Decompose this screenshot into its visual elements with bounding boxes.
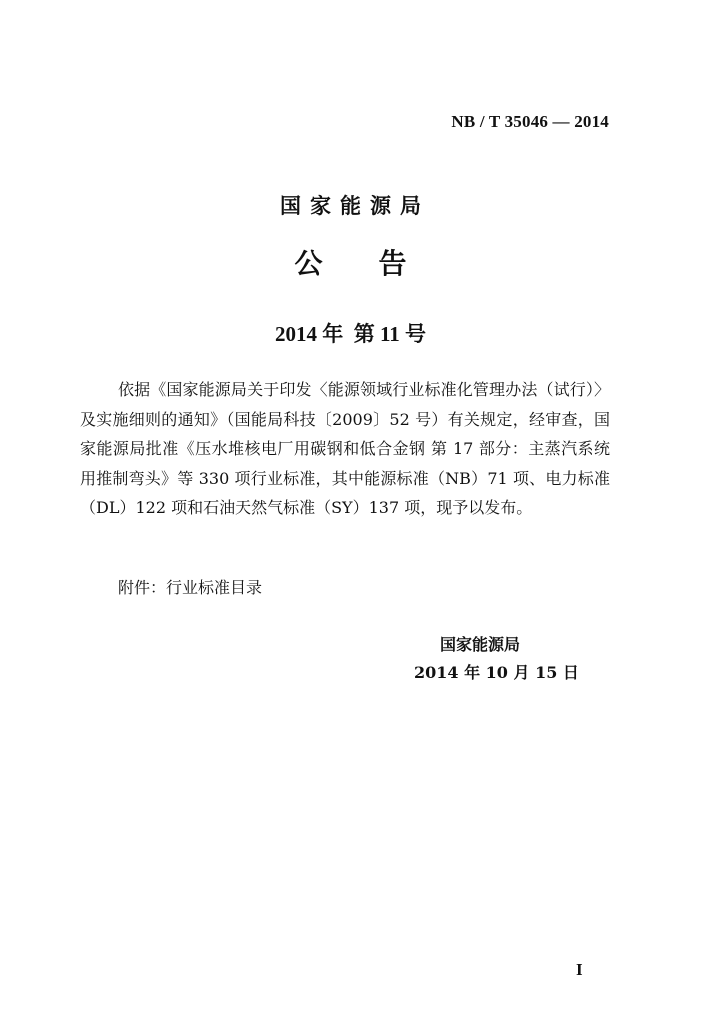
issuer-heading: 国家能源局 xyxy=(280,194,430,218)
notice-number: 2014 年 第 11 号 xyxy=(274,322,427,346)
notice-body: 依据《国家能源局关于印发〈能源领域行业标准化管理办法（试行）〉及实施细则的通知》（国能局科技〔2009〕52 号）有关规定，经审查，国家能源局批准《压水堆核电厂用碳钢和低合金钢 第 17 部分：主蒸汽系统用推制弯头》等 330 项行业标准，其中能源标准（NB）71 项、电力标准（DL）122 项和石油天然气标准（SY）137 项，现予以发布。 xyxy=(80,380,610,517)
standard-code: NB / T 35046 — 2014 xyxy=(451,112,609,131)
notice-title: 公告 xyxy=(294,247,463,280)
sign-date: 2014 年 10 月 15 日 xyxy=(414,663,579,682)
signer: 国家能源局 xyxy=(440,635,521,654)
attachment-line: 附件：行业标准目录 xyxy=(118,578,263,597)
page-number: I xyxy=(576,960,583,979)
